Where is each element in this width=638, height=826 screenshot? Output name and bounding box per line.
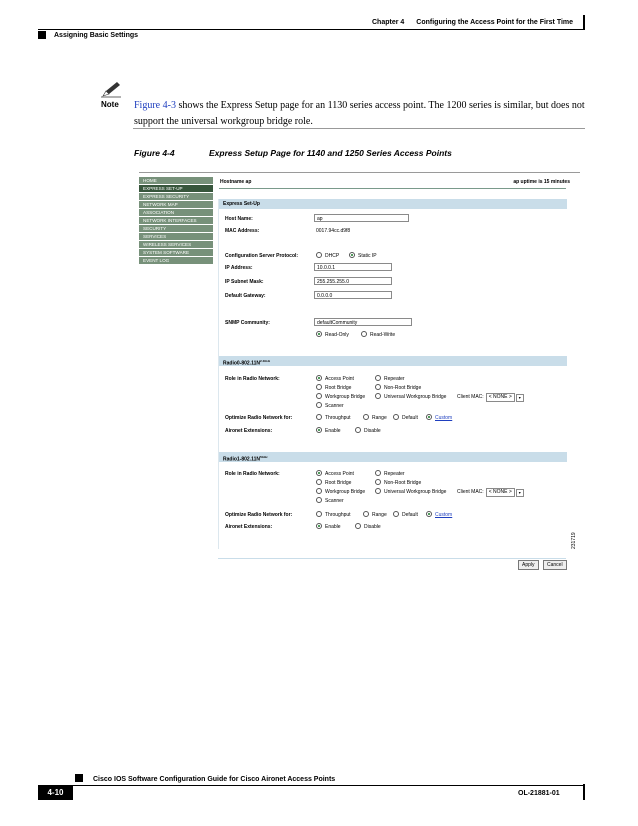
custom-link[interactable]: Custom [435,512,453,518]
radio1-non-root-bridge[interactable] [375,479,421,487]
mac-label: MAC Address: [225,228,260,234]
mask-input[interactable]: 255.255.255.0 [314,277,392,285]
radio0-enable[interactable] [316,427,341,435]
pencil-icon [100,80,122,98]
nav-menu [139,177,213,265]
footer-marker [75,774,83,782]
scanner-label: Scanner [325,403,344,409]
nav-item-network-interfaces[interactable]: NETWORK INTERFACES [139,217,213,224]
disable-label: Disable [364,524,381,530]
section-title: Assigning Basic Settings [54,32,139,39]
radio-selected-icon[interactable] [349,252,355,258]
radio-selected-icon[interactable] [316,331,322,337]
radio1-band [219,452,567,462]
radio-icon[interactable] [375,470,381,476]
chapter-title: Configuring the Access Point for the First Time [416,19,574,26]
note-label: Note [101,100,119,109]
button-bar [218,558,566,571]
radio-icon[interactable] [355,427,361,433]
nav-item-home[interactable]: HOME [139,177,213,184]
radio0-band [219,356,567,366]
radio1-title: Radio1-802.11N [223,456,260,463]
snmp-read-write[interactable] [361,331,395,339]
nav-item-wireless-services[interactable]: WIRELESS SERVICES [139,241,213,248]
footer-rule [38,785,585,786]
document-id: OL-21881-01 [518,790,560,797]
cancel-button[interactable]: Cancel [543,560,567,570]
radio-selected-icon[interactable] [316,375,322,381]
radio-icon[interactable] [375,393,381,399]
read-write-label: Read-Write [370,332,396,338]
host-name-label: Host Name: [225,216,253,222]
radio0-root-bridge[interactable] [316,384,351,392]
radio1-client-mac [457,488,524,497]
mask-label: IP Subnet Mask: [225,279,264,285]
access-point-label: Access Point [325,471,354,477]
radio1-root-bridge[interactable] [316,479,351,487]
range-label: Range [372,415,387,421]
nav-item-services[interactable]: SERVICES [139,233,213,240]
csp-dhcp[interactable] [316,252,339,260]
radio0-title: Radio0-802.11N [223,360,260,367]
radio0-range[interactable] [363,414,387,422]
wgb-label: Workgroup Bridge [325,394,366,400]
radio0-custom[interactable] [426,414,452,422]
client-mac-select[interactable]: < NONE > [486,488,515,497]
nav-item-security[interactable]: SECURITY [139,225,213,232]
custom-link[interactable]: Custom [435,415,453,421]
radio0-scanner[interactable] [316,402,344,410]
radio-icon[interactable] [363,414,369,420]
radio0-non-root-bridge[interactable] [375,384,421,392]
header-rule [38,29,585,30]
radio1-access-point[interactable] [316,470,354,478]
nav-item-system-software[interactable]: SYSTEM SOFTWARE [139,249,213,256]
csp-label: Configuration Server Protocol: [225,253,299,259]
csp-static[interactable] [349,252,377,260]
access-point-label: Access Point [325,376,354,382]
radio0-frequency: 2.4GHz [259,359,271,363]
radio1-disable[interactable] [355,523,381,531]
host-name-input[interactable]: ap [314,214,409,222]
ip-label: IP Address: [225,265,253,271]
radio0-wgb[interactable] [316,393,365,401]
non-root-bridge-label: Non-Root Bridge [384,385,422,391]
page-number: 4-10 [38,786,73,800]
radio1-scanner[interactable] [316,497,344,505]
default-label: Default [402,415,418,421]
radio1-role-label: Role in Radio Network: [225,471,280,477]
radio0-client-mac [457,393,524,402]
radio-icon[interactable] [375,375,381,381]
footer-title: Cisco IOS Software Configuration Guide for Cisco Aironet Access Points [93,776,336,783]
radio-icon[interactable] [316,488,322,494]
snmp-read-only[interactable] [316,331,349,339]
radio-icon[interactable] [393,511,399,517]
radio0-uwgb[interactable] [375,393,446,401]
nav-item-association[interactable]: ASSOCIATION [139,209,213,216]
client-mac-select[interactable]: < NONE > [486,393,515,402]
running-header-chapter [372,19,573,26]
read-only-label: Read-Only [325,332,349,338]
radio0-role-label: Role in Radio Network: [225,376,280,382]
radio-selected-icon[interactable] [316,523,322,529]
title-rule [219,188,566,189]
radio-icon[interactable] [375,384,381,390]
section-marker [38,31,46,39]
express-setup-screenshot [139,172,580,575]
throughput-label: Throughput [325,512,351,518]
hostname-text: Hostname ap [220,179,252,185]
radio1-aironet-label: Aironet Extensions: [225,524,273,530]
radio-icon[interactable] [355,523,361,529]
note-rule [133,128,585,129]
radio-icon[interactable] [316,497,322,503]
radio-icon[interactable] [316,393,322,399]
chevron-down-icon[interactable]: ▾ [516,394,524,402]
radio1-enable[interactable] [316,523,341,531]
figure-number: Figure 4-4 [134,148,175,158]
radio-icon[interactable] [361,331,367,337]
csp-static-label: Static IP [358,253,377,259]
enable-label: Enable [325,428,341,434]
snmp-input[interactable]: defaultCommunity [314,318,412,326]
figure-link[interactable]: Figure 4-3 [134,100,176,111]
radio0-default[interactable] [393,414,418,422]
ip-input[interactable]: 10.0.0.1 [314,263,392,271]
mac-value: 0017.94cc.d9f8 [316,228,351,234]
radio-icon[interactable] [375,479,381,485]
radio-icon[interactable] [316,479,322,485]
section-band: Express Set-Up [219,199,567,209]
wgb-label: Workgroup Bridge [325,489,366,495]
uwgb-label: Universal Workgroup Bridge [384,394,447,400]
repeater-label: Repeater [384,471,405,477]
radio1-throughput[interactable] [316,511,351,519]
scanner-label: Scanner [325,498,344,504]
apply-button[interactable]: Apply [518,560,539,570]
radio1-default[interactable] [393,511,418,519]
radio-selected-icon[interactable] [426,414,432,420]
throughput-label: Throughput [325,415,351,421]
note-body: shows the Express Setup page for an 1130 series access point. The 1200 series is similar, but does not support the universal workgroup bridge role. [134,100,585,127]
radio1-range[interactable] [363,511,387,519]
radio1-frequency: 5GHz [259,455,268,459]
radio-icon[interactable] [316,402,322,408]
uptime-text: ap uptime is 15 minutes [513,179,570,185]
uwgb-label: Universal Workgroup Bridge [384,489,447,495]
csp-dhcp-label: DHCP [325,253,340,259]
repeater-label: Repeater [384,376,405,382]
nav-item-network-map[interactable]: NETWORK MAP [139,201,213,208]
gateway-label: Default Gateway: [225,293,266,299]
radio-icon[interactable] [316,252,322,258]
radio0-throughput[interactable] [316,414,351,422]
client-mac-label: Client MAC: [457,489,484,495]
radio-icon[interactable] [316,414,322,420]
radio0-aironet-label: Aironet Extensions: [225,428,273,434]
radio0-access-point[interactable] [316,375,354,383]
nav-item-express-security[interactable]: EXPRESS SECURITY [139,193,213,200]
snmp-label: SNMP Community: [225,320,270,326]
root-bridge-label: Root Bridge [325,385,352,391]
client-mac-label: Client MAC: [457,394,484,400]
header-bar [583,15,585,29]
radio1-custom[interactable] [426,511,452,519]
note-text [134,98,586,130]
radio-icon[interactable] [316,384,322,390]
range-label: Range [372,512,387,518]
radio-icon[interactable] [316,511,322,517]
radio-icon[interactable] [375,488,381,494]
disable-label: Disable [364,428,381,434]
radio-selected-icon[interactable] [316,427,322,433]
radio0-optimize-label: Optimize Radio Network for: [225,415,293,421]
radio1-repeater[interactable] [375,470,405,478]
radio-selected-icon[interactable] [316,470,322,476]
root-bridge-label: Root Bridge [325,480,352,486]
radio1-wgb[interactable] [316,488,365,496]
radio1-optimize-label: Optimize Radio Network for: [225,512,293,518]
gateway-input[interactable]: 0.0.0.0 [314,291,392,299]
figure-id: 231719 [571,532,577,549]
radio0-disable[interactable] [355,427,381,435]
default-label: Default [402,512,418,518]
footer-bar [583,784,585,800]
nav-item-event-log[interactable]: EVENT LOG [139,257,213,264]
radio1-uwgb[interactable] [375,488,446,496]
enable-label: Enable [325,524,341,530]
radio0-repeater[interactable] [375,375,405,383]
chevron-down-icon[interactable]: ▾ [516,489,524,497]
radio-icon[interactable] [363,511,369,517]
figure-title: Express Setup Page for 1140 and 1250 Series Access Points [209,148,452,158]
radio-icon[interactable] [393,414,399,420]
nav-item-express-set-up[interactable]: EXPRESS SET-UP [139,185,213,192]
radio-selected-icon[interactable] [426,511,432,517]
express-setup-panel [218,199,567,549]
chapter-number: Chapter 4 [372,19,405,26]
non-root-bridge-label: Non-Root Bridge [384,480,422,486]
